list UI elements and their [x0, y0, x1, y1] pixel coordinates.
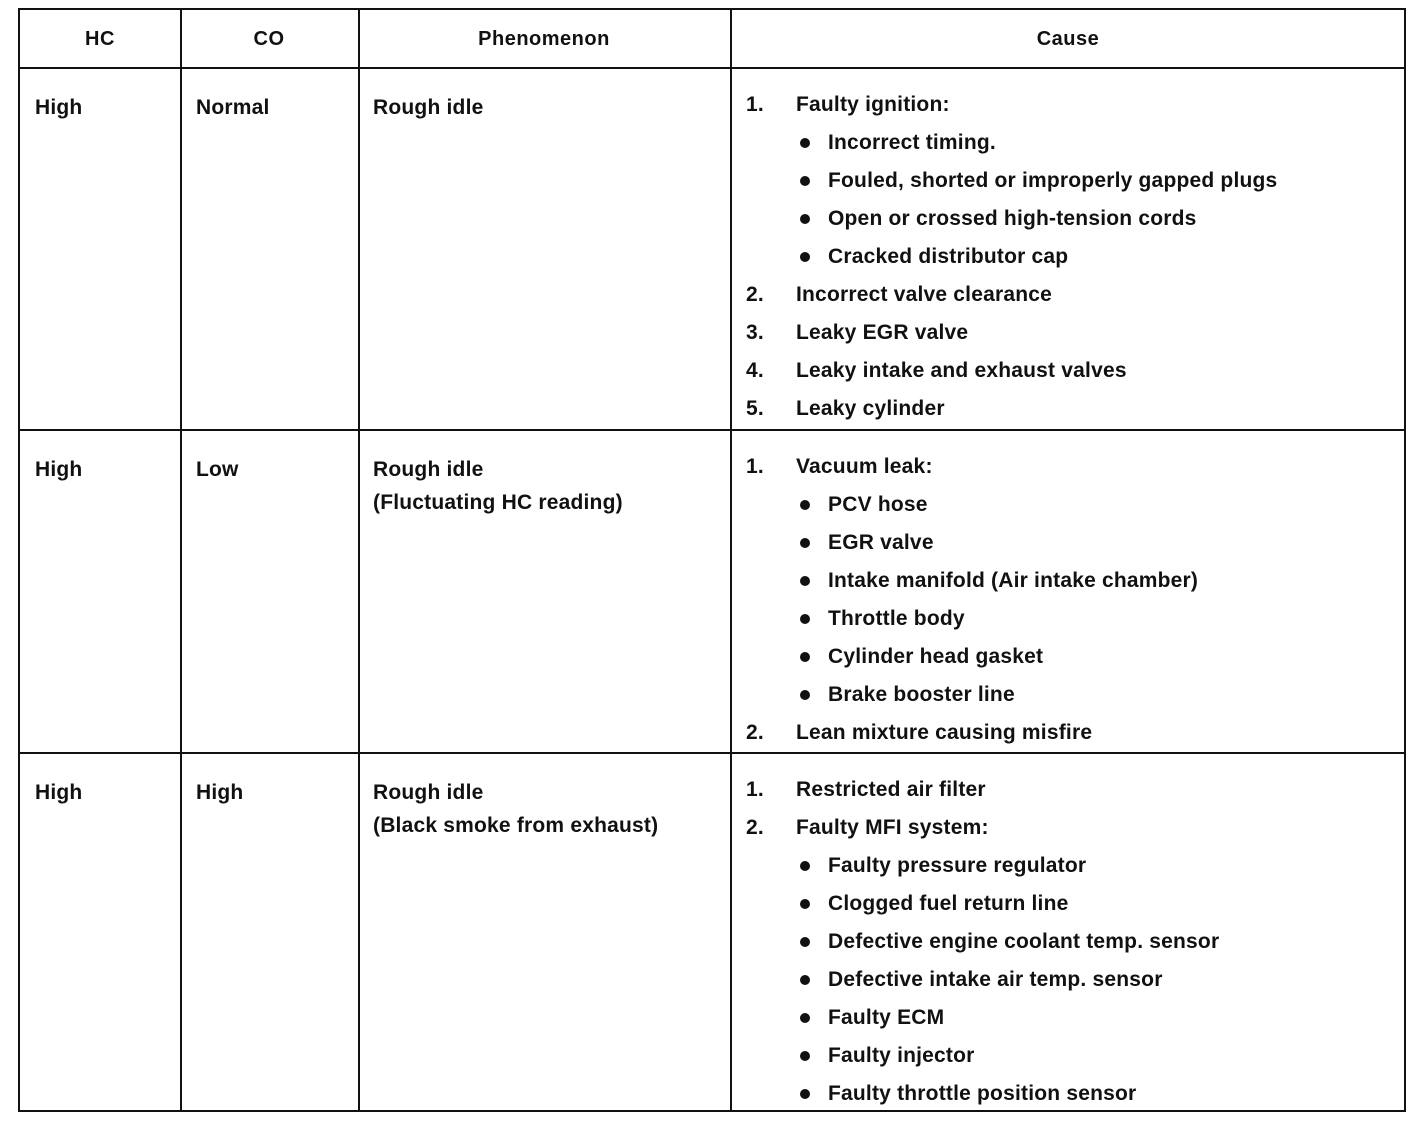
column-divider [180, 754, 182, 1110]
hc-value: High [35, 96, 83, 119]
cause-item [746, 714, 1396, 752]
header-hc: HC [85, 28, 115, 50]
bullet-icon [800, 1013, 810, 1023]
cause-subitem [746, 999, 1396, 1037]
phenomenon-cell [373, 453, 718, 519]
cause-subitem-text: Throttle body [828, 607, 965, 630]
cause-subitem [746, 885, 1396, 923]
cause-subitem [746, 847, 1396, 885]
column-divider [730, 431, 732, 752]
cause-subitem [746, 124, 1396, 162]
bullet-icon [800, 937, 810, 947]
bullet-icon [800, 975, 810, 985]
cause-list [746, 771, 1396, 1113]
cause-subitem-text: Defective intake air temp. sensor [828, 968, 1163, 991]
cause-subitem [746, 1075, 1396, 1113]
hc-value: High [35, 781, 83, 804]
cause-item [746, 771, 1396, 809]
bullet-icon [800, 214, 810, 224]
cause-subitem-text: Fouled, shorted or improperly gapped plugs [828, 169, 1278, 192]
cause-text: Faulty ignition: [796, 93, 950, 116]
phenomenon-line: Rough idle [373, 781, 484, 804]
cause-item [746, 314, 1396, 352]
column-divider [180, 69, 182, 429]
cause-subitem-text: Incorrect timing. [828, 131, 996, 154]
phenomenon-line: Rough idle [373, 458, 484, 481]
cause-subitem-text: PCV hose [828, 493, 928, 516]
table-row [20, 754, 1404, 1110]
table-header-row [20, 10, 1404, 69]
table-row [20, 431, 1404, 754]
bullet-icon [800, 176, 810, 186]
header-cause: Cause [1036, 28, 1100, 50]
column-divider [358, 69, 360, 429]
bullet-icon [800, 861, 810, 871]
cause-subitem-text: Faulty pressure regulator [828, 854, 1087, 877]
bullet-icon [800, 690, 810, 700]
column-divider [358, 754, 360, 1110]
cause-subitem-text: Faulty throttle position sensor [828, 1082, 1137, 1105]
cause-subitem-text: Faulty ECM [828, 1006, 945, 1029]
bullet-icon [800, 652, 810, 662]
cause-number: 1. [746, 778, 764, 801]
co-value: Low [196, 458, 239, 481]
column-divider [730, 754, 732, 1110]
table-row [20, 69, 1404, 431]
cause-text: Incorrect valve clearance [796, 283, 1052, 306]
bullet-icon [800, 576, 810, 586]
cause-number: 3. [746, 321, 764, 344]
bullet-icon [800, 252, 810, 262]
cause-item [746, 86, 1396, 124]
cause-item [746, 390, 1396, 428]
cause-item [746, 809, 1396, 847]
cause-list [746, 448, 1396, 752]
cause-subitem-text: Intake manifold (Air intake chamber) [828, 569, 1199, 592]
co-value: Normal [196, 96, 270, 119]
cause-text: Vacuum leak: [796, 455, 933, 478]
cause-number: 5. [746, 397, 764, 420]
cause-subitem-text: Cracked distributor cap [828, 245, 1069, 268]
phenomenon-line: (Black smoke from exhaust) [373, 814, 659, 837]
cause-subitem [746, 638, 1396, 676]
bullet-icon [800, 538, 810, 548]
column-divider [730, 69, 732, 429]
cause-subitem-text: EGR valve [828, 531, 934, 554]
cause-subitem [746, 238, 1396, 276]
cause-number: 1. [746, 455, 764, 478]
header-phenomenon: Phenomenon [478, 28, 610, 50]
column-divider [180, 431, 182, 752]
phenomenon-line: Rough idle [373, 96, 484, 119]
cause-list [746, 86, 1396, 428]
cause-subitem-text: Brake booster line [828, 683, 1015, 706]
cause-subitem [746, 486, 1396, 524]
bullet-icon [800, 1089, 810, 1099]
diagnosis-table [18, 8, 1406, 1112]
cause-subitem [746, 676, 1396, 714]
cause-subitem [746, 524, 1396, 562]
cause-subitem-text: Clogged fuel return line [828, 892, 1069, 915]
phenomenon-line: (Fluctuating HC reading) [373, 491, 623, 514]
column-divider [358, 431, 360, 752]
cause-subitem [746, 923, 1396, 961]
cause-text: Faulty MFI system: [796, 816, 989, 839]
cause-subitem [746, 562, 1396, 600]
cause-subitem-text: Cylinder head gasket [828, 645, 1044, 668]
cause-subitem [746, 961, 1396, 999]
header-co: CO [253, 28, 285, 50]
bullet-icon [800, 500, 810, 510]
bullet-icon [800, 899, 810, 909]
hc-value: High [35, 458, 83, 481]
cause-text: Lean mixture causing misfire [796, 721, 1093, 744]
co-value: High [196, 781, 244, 804]
cause-text: Leaky intake and exhaust valves [796, 359, 1127, 382]
cause-number: 2. [746, 816, 764, 839]
cause-text: Restricted air filter [796, 778, 986, 801]
bullet-icon [800, 614, 810, 624]
cause-subitem-text: Faulty injector [828, 1044, 975, 1067]
cause-item [746, 448, 1396, 486]
cause-text: Leaky EGR valve [796, 321, 969, 344]
bullet-icon [800, 138, 810, 148]
cause-subitem [746, 600, 1396, 638]
phenomenon-cell [373, 91, 718, 124]
cause-subitem-text: Open or crossed high-tension cords [828, 207, 1197, 230]
cause-number: 2. [746, 283, 764, 306]
cause-number: 2. [746, 721, 764, 744]
cause-subitem [746, 200, 1396, 238]
cause-number: 1. [746, 93, 764, 116]
cause-item [746, 276, 1396, 314]
cause-subitem [746, 1037, 1396, 1075]
cause-subitem [746, 162, 1396, 200]
cause-number: 4. [746, 359, 764, 382]
cause-text: Leaky cylinder [796, 397, 945, 420]
cause-subitem-text: Defective engine coolant temp. sensor [828, 930, 1220, 953]
bullet-icon [800, 1051, 810, 1061]
phenomenon-cell [373, 776, 718, 842]
cause-item [746, 352, 1396, 390]
